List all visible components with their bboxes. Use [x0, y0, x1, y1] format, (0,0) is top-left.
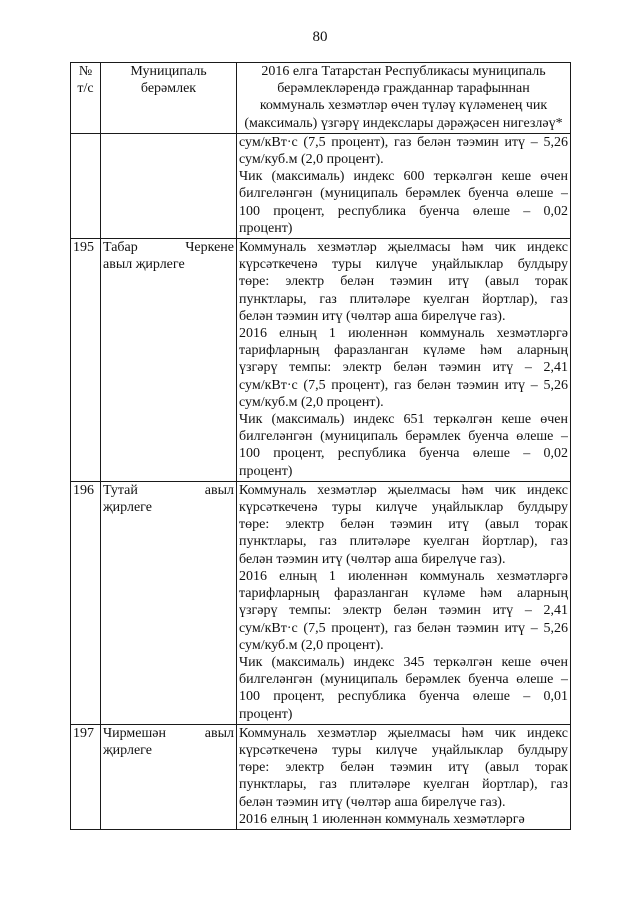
header-description-line: коммуналь хезмәтләр өчен түләү күләменең чик [259, 98, 548, 114]
description-line [239, 203, 568, 220]
word: сум/кВт·с [239, 134, 298, 150]
description-paragraph [239, 482, 568, 568]
word: (7,5 [303, 134, 326, 150]
word: җыелмасы [387, 240, 451, 256]
description-line: сум/куб.м (2,0 процент). [239, 637, 384, 653]
word: 0,02 [543, 446, 568, 462]
word: Табар [103, 240, 138, 256]
table-row [71, 481, 571, 724]
municipality-line: җирлеге [103, 500, 152, 516]
word: йортлар), [482, 534, 538, 550]
word: белән [417, 134, 451, 150]
municipality-line [103, 482, 234, 499]
word: процент, [273, 446, 325, 462]
word: белән [393, 360, 428, 376]
header-municipality-line: Муниципаль [130, 64, 207, 79]
word: 0,01 [543, 689, 568, 705]
word: торак [535, 517, 568, 533]
word: теркәлгән [433, 412, 493, 428]
word: килүче [375, 742, 418, 758]
word: 2,41 [543, 603, 568, 619]
table-header-row [71, 63, 571, 134]
word: белән [417, 377, 451, 393]
word: күрсәткеченә [239, 257, 318, 273]
word: туры [332, 500, 362, 516]
word: газ [393, 134, 412, 150]
word: хезмәтләргә [496, 568, 568, 584]
row-number: 196 [71, 481, 101, 724]
header-description-line: берәмлекләрендә гражданнар тарафыннан [277, 81, 530, 97]
word: (муниципаль [320, 429, 398, 445]
word: газ [319, 291, 337, 307]
description-paragraph [239, 725, 568, 811]
word: хезмәтләргә [496, 326, 568, 342]
municipality-cell [101, 724, 237, 829]
word: процент, [273, 203, 325, 219]
word: газ [319, 777, 337, 793]
word: июленнән [348, 326, 408, 342]
word: буенча [468, 672, 509, 688]
word: күләме [423, 586, 466, 602]
word: 2016 [239, 568, 267, 584]
word: Коммуналь [239, 240, 307, 256]
word: электр [285, 760, 325, 776]
word: – [523, 203, 531, 219]
description-line [239, 134, 568, 151]
word: – [530, 377, 538, 393]
word: июленнән [348, 568, 408, 584]
word: 2,41 [543, 360, 568, 376]
description-paragraph [239, 411, 568, 480]
word: коммуналь [419, 568, 485, 584]
word: 100 [239, 446, 260, 462]
word: булдыру [517, 742, 568, 758]
word: газ [319, 534, 337, 550]
word: итү [448, 274, 469, 290]
word: пунктлары, [239, 777, 307, 793]
word: теркәлгән [433, 654, 493, 670]
description-line [239, 516, 568, 533]
word: индекс [353, 169, 395, 185]
header-description-line: 2016 елга Татарстан Республикасы муниципаль [261, 64, 546, 79]
description-line: 2016 елның 1 июленнән коммуналь хезмәтләргә [239, 811, 525, 827]
word: килүче [375, 257, 418, 273]
word: (авыл [485, 517, 519, 533]
word: һәм [480, 343, 503, 359]
header-municipality-line: берәмлек [140, 81, 197, 97]
word: итү [504, 134, 526, 150]
header-number-line: № [78, 64, 93, 79]
word: берәмлек [405, 186, 461, 202]
word: республика [337, 203, 406, 219]
word: буенча [419, 446, 460, 462]
word: буенча [468, 429, 509, 445]
word: торак [535, 760, 568, 776]
word: күләме [423, 343, 466, 359]
word: Коммуналь [239, 482, 307, 498]
description-line [239, 359, 568, 376]
word: куелган [423, 534, 470, 550]
word: сум/кВт·с [239, 620, 298, 636]
word: индекс [526, 240, 568, 256]
word: тәэмин [438, 603, 481, 619]
header-municipality [101, 63, 237, 134]
word: пунктлары, [239, 534, 307, 550]
description-line [239, 568, 568, 585]
description-line: процент) [239, 220, 293, 236]
description-cell [237, 481, 571, 724]
word: үзгәрү [239, 603, 278, 619]
word: төре: [239, 517, 270, 533]
description-paragraph [239, 654, 568, 723]
word: электр [285, 274, 325, 290]
word: итү [504, 620, 526, 636]
word: итү [448, 760, 469, 776]
word: хезмәтләр [317, 482, 377, 498]
description-line [239, 256, 568, 273]
word: плитәләре [349, 534, 411, 550]
description-line [239, 342, 568, 359]
word: 5,26 [543, 620, 568, 636]
word: билгеләнгән [239, 429, 313, 445]
word: процент), [331, 134, 389, 150]
word: 0,02 [543, 203, 568, 219]
word: 5,26 [543, 134, 568, 150]
word: (авыл [485, 760, 519, 776]
description-line [239, 499, 568, 516]
municipality-line: җирлеге [103, 742, 152, 758]
municipality-line: авыл җирлеге [103, 257, 185, 273]
word: (7,5 [303, 620, 326, 636]
description-line: сум/куб.м (2,0 процент). [239, 152, 384, 168]
word: өлеше [516, 672, 554, 688]
description-line [239, 742, 568, 759]
description-paragraph [239, 325, 568, 411]
municipality-cell [101, 481, 237, 724]
word: чик [494, 482, 516, 498]
word: газ [550, 534, 568, 550]
word: (максималь) [271, 169, 345, 185]
word: теркәлгән [433, 169, 493, 185]
description-line: белән тәэмин итү (чөлтәр аша бирелүче газ). [239, 794, 506, 810]
word: – [523, 446, 531, 462]
word: – [530, 134, 538, 150]
word: өлеше [472, 203, 510, 219]
word: өчен [540, 412, 568, 428]
word: өлеше [472, 689, 510, 705]
word: булдыру [517, 500, 568, 516]
description-line [239, 585, 568, 602]
word: елның [279, 568, 317, 584]
word: тарифларның [239, 343, 320, 359]
word: йортлар), [482, 291, 538, 307]
description-cell [237, 724, 571, 829]
word: буенча [419, 689, 460, 705]
word: тәэмин [456, 134, 499, 150]
header-number-line: т/с [77, 81, 94, 97]
description-line [239, 759, 568, 776]
word: газ [393, 377, 412, 393]
header-description-line: (максималь) үзгәрү индекслары дәрәҗәсен нигезләү* [244, 115, 563, 131]
word: аларның [517, 343, 568, 359]
description-line [239, 445, 568, 462]
word: буенча [419, 203, 460, 219]
word: 1 [328, 326, 336, 342]
word: төре: [239, 274, 270, 290]
word: Коммуналь [239, 725, 307, 741]
municipality-cell [101, 133, 237, 238]
description-paragraph [239, 239, 568, 325]
word: йортлар), [482, 777, 538, 793]
description-line: белән тәэмин итү (чөлтәр аша бирелүче газ). [239, 551, 506, 567]
word: – [524, 603, 532, 619]
word: Чик [239, 654, 263, 670]
word: процент), [331, 377, 389, 393]
municipality-line [103, 725, 234, 742]
word: (максималь) [271, 412, 345, 428]
word: белән [340, 760, 375, 776]
header-number [71, 63, 101, 134]
description-line [239, 725, 568, 742]
word: сум/кВт·с [239, 377, 298, 393]
word: 1 [328, 568, 336, 584]
header-description [237, 63, 571, 134]
word: уңайлыклар [431, 500, 504, 516]
word: электр [342, 360, 382, 376]
word: тәэмин [390, 760, 433, 776]
description-line [239, 654, 568, 671]
word: электр [342, 603, 382, 619]
page-number: 80 [312, 29, 328, 45]
word: – [561, 186, 568, 202]
description-line [239, 482, 568, 499]
word: итү [448, 517, 469, 533]
municipality-cell [101, 239, 237, 482]
description-line: белән тәэмин итү (чөлтәр аша бирелүче газ). [239, 308, 506, 324]
description-line [239, 185, 568, 202]
word: электр [285, 517, 325, 533]
word: торак [535, 274, 568, 290]
word: темпы: [289, 603, 332, 619]
word: үзгәрү [239, 360, 278, 376]
word: хезмәтләр [317, 725, 377, 741]
word: процент), [331, 620, 389, 636]
word: тарифларның [239, 586, 320, 602]
table-row [71, 724, 571, 829]
word: тәэмин [390, 517, 433, 533]
description-cell [237, 133, 571, 238]
description-line [239, 273, 568, 290]
word: буенча [468, 186, 509, 202]
word: темпы: [289, 360, 332, 376]
word: фаразланган [334, 343, 409, 359]
word: туры [332, 742, 362, 758]
word: итү [492, 603, 514, 619]
table-body [71, 133, 571, 829]
word: (7,5 [303, 377, 326, 393]
word: өчен [540, 654, 568, 670]
word: җыелмасы [387, 725, 451, 741]
description-line [239, 411, 568, 428]
word: индекс [353, 412, 395, 428]
word: төре: [239, 760, 270, 776]
word: кеше [501, 169, 532, 185]
word: авыл [204, 725, 234, 741]
word: Чик [239, 169, 263, 185]
row-number: 195 [71, 239, 101, 482]
word: итү [492, 360, 514, 376]
word: кеше [501, 412, 532, 428]
description-line [239, 291, 568, 308]
word: һәм [461, 725, 484, 741]
word: белән [417, 620, 451, 636]
word: 345 [403, 654, 425, 670]
word: һәм [480, 586, 503, 602]
description-paragraph [239, 168, 568, 237]
description-line [239, 533, 568, 550]
word: уңайлыклар [431, 742, 504, 758]
word: – [561, 672, 568, 688]
word: һәм [461, 482, 484, 498]
word: пунктлары, [239, 291, 307, 307]
word: Чирмешән [103, 725, 166, 741]
word: берәмлек [405, 429, 461, 445]
word: тәэмин [456, 620, 499, 636]
word: коммуналь [419, 326, 485, 342]
row-number: 197 [71, 724, 101, 829]
word: өчен [540, 169, 568, 185]
description-paragraph [239, 134, 568, 168]
word: 5,26 [543, 377, 568, 393]
word: өлеше [516, 429, 554, 445]
word: чик [494, 240, 516, 256]
table-row [71, 133, 571, 238]
word: (муниципаль [320, 672, 398, 688]
tariff-index-table [70, 62, 571, 830]
word: өлеше [472, 446, 510, 462]
municipality-line [103, 239, 234, 256]
description-line [239, 688, 568, 705]
description-line: процент) [239, 706, 293, 722]
word: күрсәткеченә [239, 500, 318, 516]
word: билгеләнгән [239, 672, 313, 688]
word: хезмәтләр [317, 240, 377, 256]
word: (максималь) [271, 654, 345, 670]
word: – [561, 429, 568, 445]
word: Чик [239, 412, 263, 428]
word: булдыру [517, 257, 568, 273]
word: куелган [423, 291, 470, 307]
description-line [239, 428, 568, 445]
word: – [523, 689, 531, 705]
word: – [530, 620, 538, 636]
description-paragraph [239, 568, 568, 654]
word: җыелмасы [387, 482, 451, 498]
description-line: процент) [239, 463, 293, 479]
word: процент, [273, 689, 325, 705]
word: белән [340, 517, 375, 533]
word: 600 [403, 169, 425, 185]
word: индекс [526, 482, 568, 498]
word: Черкене [185, 240, 234, 256]
word: тәэмин [438, 360, 481, 376]
description-line [239, 776, 568, 793]
word: (авыл [485, 274, 519, 290]
word: индекс [526, 725, 568, 741]
word: 2016 [239, 326, 267, 342]
word: чик [494, 725, 516, 741]
word: уңайлыклар [431, 257, 504, 273]
description-line [239, 239, 568, 256]
word: итү [504, 377, 526, 393]
word: фаразланган [334, 586, 409, 602]
word: елның [279, 326, 317, 342]
word: плитәләре [349, 291, 411, 307]
description-line: сум/куб.м (2,0 процент). [239, 394, 384, 410]
description-cell [237, 239, 571, 482]
word: күрсәткеченә [239, 742, 318, 758]
description-line [239, 602, 568, 619]
word: аларның [517, 586, 568, 602]
word: 100 [239, 689, 260, 705]
description-line [239, 377, 568, 394]
description-line [239, 620, 568, 637]
word: республика [337, 689, 406, 705]
word: плитәләре [349, 777, 411, 793]
word: һәм [461, 240, 484, 256]
word: белән [340, 274, 375, 290]
word: куелган [423, 777, 470, 793]
word: газ [550, 777, 568, 793]
word: тәэмин [456, 377, 499, 393]
word: тәэмин [390, 274, 433, 290]
description-line [239, 671, 568, 688]
word: авыл [204, 482, 234, 498]
description-paragraph [239, 811, 568, 828]
word: килүче [375, 500, 418, 516]
word: – [524, 360, 532, 376]
word: газ [550, 291, 568, 307]
description-line [239, 325, 568, 342]
word: газ [393, 620, 412, 636]
word: 651 [403, 412, 425, 428]
word: республика [337, 446, 406, 462]
word: белән [393, 603, 428, 619]
word: (муниципаль [320, 186, 398, 202]
row-number [71, 133, 101, 238]
word: берәмлек [405, 672, 461, 688]
table-row [71, 239, 571, 482]
word: кеше [501, 654, 532, 670]
word: билгеләнгән [239, 186, 313, 202]
description-line [239, 168, 568, 185]
word: 100 [239, 203, 260, 219]
word: туры [332, 257, 362, 273]
word: индекс [353, 654, 395, 670]
word: Тутай [103, 482, 138, 498]
word: өлеше [516, 186, 554, 202]
